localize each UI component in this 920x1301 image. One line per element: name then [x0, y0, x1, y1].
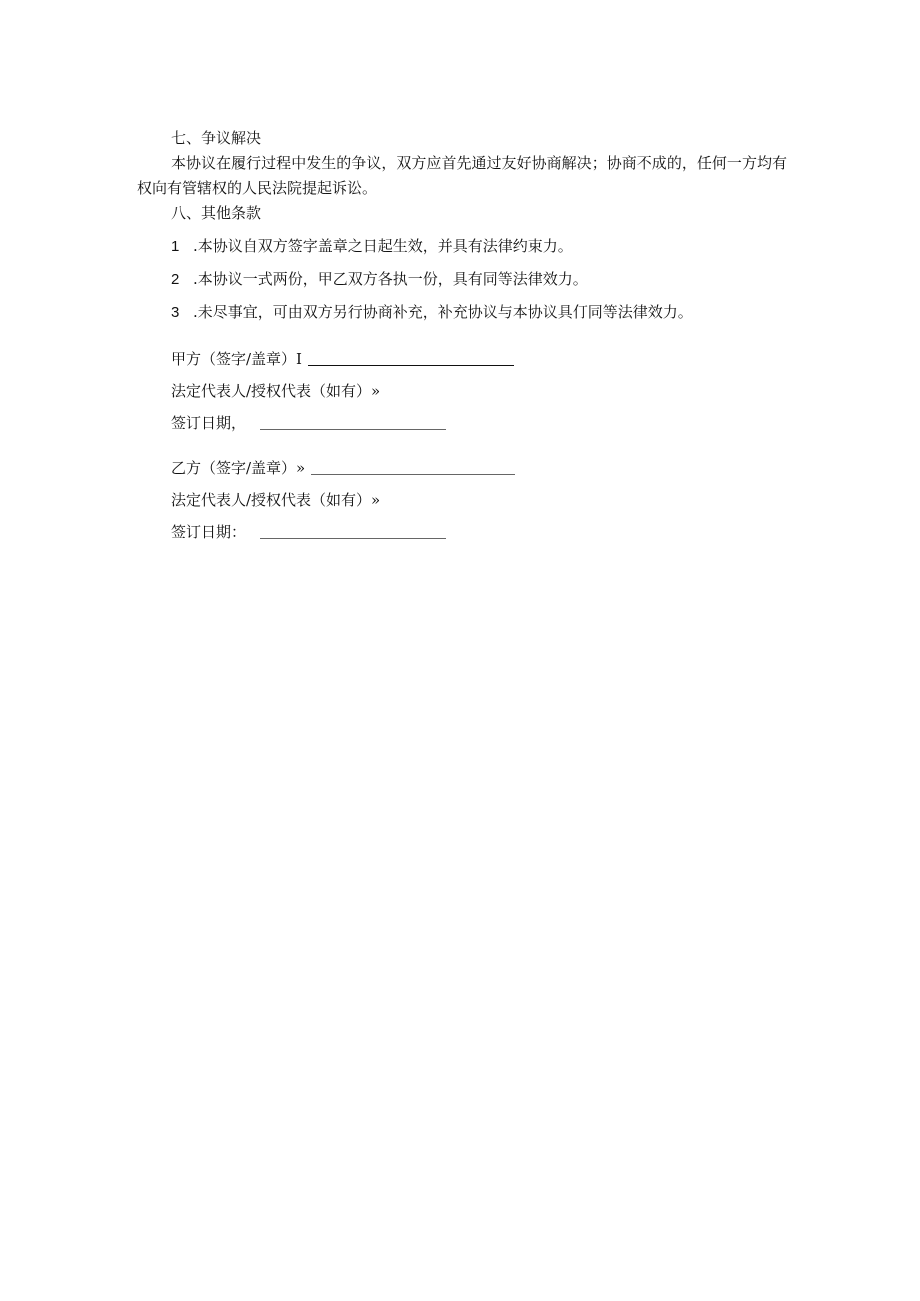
party-b-rep-label: 法定代表人/授权代表（如有）» [171, 491, 381, 509]
clause-text: .本协议一式两份，甲乙双方各执一份，具有同等法律效力。 [193, 270, 588, 288]
clause-number: 1 [171, 238, 180, 255]
party-a-date-line[interactable] [260, 429, 446, 430]
party-b-sign-label: 乙方（签字/盖章）» [171, 459, 306, 477]
document-body [137, 126, 787, 545]
party-b-sign-line[interactable] [311, 474, 515, 475]
party-b-date-line[interactable] [260, 538, 446, 539]
party-a-sign-label: 甲方（签字/盖章）I [171, 350, 302, 368]
clause-item [137, 300, 787, 325]
section-7-heading: 七、争议解决 [171, 129, 262, 147]
party-b-date-row [137, 520, 787, 545]
clause-item [137, 267, 787, 292]
party-b-rep-row [137, 488, 787, 513]
clause-number: 3 [171, 304, 180, 321]
party-a-sign-row [137, 347, 787, 372]
party-b-date-label: 签订日期： [171, 523, 247, 541]
party-a-sign-line[interactable] [308, 365, 514, 366]
section-8-heading: 八、其他条款 [171, 204, 262, 222]
clause-number: 2 [171, 271, 180, 288]
clause-item [137, 234, 787, 259]
party-a-rep-row [137, 379, 787, 404]
party-a-date-label: 签订日期， [171, 414, 247, 432]
clause-text: .未尽事宜，可由双方另行协商补充，补充协议与本协议具仃同等法律效力。 [193, 303, 693, 321]
party-b-sign-row [137, 456, 787, 481]
clause-text: .本协议自双方签字盖章之日起生效，并具有法律约束力。 [193, 237, 573, 255]
party-b-signature-block [137, 456, 787, 545]
party-a-date-row [137, 411, 787, 436]
party-a-rep-label: 法定代表人/授权代表（如有）» [171, 382, 381, 400]
section-7-body: 本协议在履行过程中发生的争议，双方应首先通过友好协商解决；协商不成的，任何一方均有权向有管辖权的人民法院提起诉讼。 [137, 154, 787, 197]
party-a-signature-block [137, 347, 787, 436]
